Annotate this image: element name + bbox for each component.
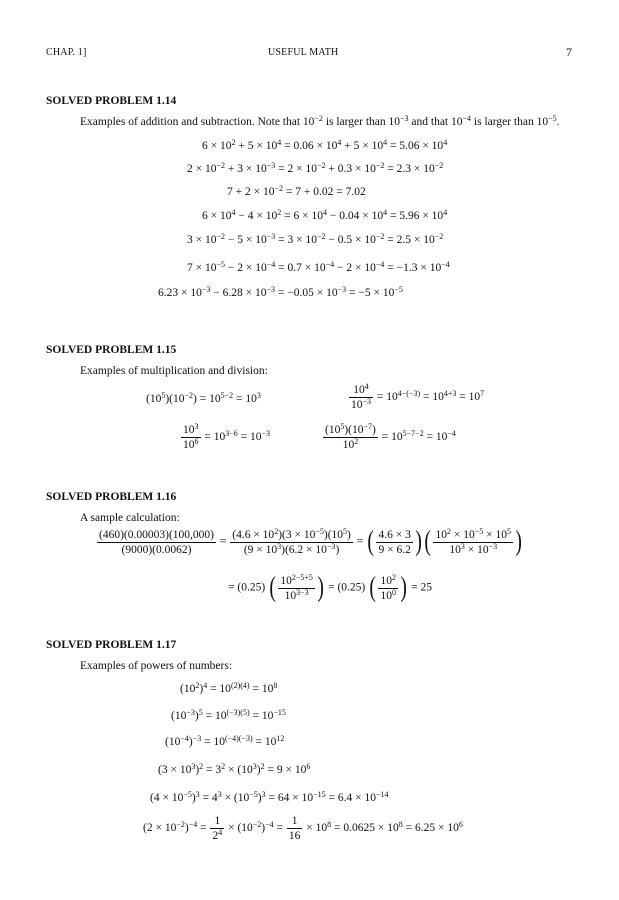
equation-1-15-c: $\frac{10^3}{10^6}$ = $10^{3-6} = 10^{-3}$ bbox=[183, 422, 271, 451]
equation-1-17-e: $(4 \times 10^{-5})^3 = 4^3 \times (10^{-5})^3 = 64 \times 10^{-15} = 6.4 \times 10^{-14}$ bbox=[150, 790, 389, 804]
problem-1-16-intro: A sample calculation: bbox=[80, 512, 180, 524]
equation-1-15-b: $\frac{10^4}{10^{-3}}$ = $10^{4-(-3)} = 10^{4+3} = 10^7$ bbox=[351, 382, 485, 411]
problem-1-15-intro: Examples of multiplication and division: bbox=[80, 365, 268, 377]
problem-1-17-title: SOLVED PROBLEM 1.17 bbox=[46, 639, 177, 651]
equation-1-16-b: = (0.25) ( $\frac{10^{2-5+5}}{10^{3-3}}$ ) = (0.25) ( $\frac{10^2}{10^0}$ ) = 25 bbox=[228, 572, 433, 603]
problem-1-14-intro: Examples of addition and subtraction. Note that $10^{-2}$ is larger than $10^{-3}$ and that $10^{-4}$ is larger than $10^{-5}$. bbox=[80, 114, 560, 128]
problem-1-15-title: SOLVED PROBLEM 1.15 bbox=[46, 344, 177, 356]
equation-1-17-d: $(3 \times 10^3)^2 = 3^2 \times (10^3)^2 = 9 \times 10^6$ bbox=[158, 762, 311, 776]
problem-1-14-title: SOLVED PROBLEM 1.14 bbox=[46, 95, 177, 107]
equation-1-14-d: $6 \times 10^4 - 4 \times 10^2 = 6 \times 10^4 - 0.04 \times 10^4 = 5.96 \times 10^4$ bbox=[202, 208, 448, 222]
equation-1-17-b: $(10^{-3})^5 = 10^{(-3)(5)} = 10^{-15}$ bbox=[171, 708, 286, 722]
page-number: 7 bbox=[566, 45, 573, 59]
running-head-chapter: CHAP. 1] bbox=[46, 47, 87, 58]
equation-1-15-d: $\frac{(10^5)(10^{-7})}{10^2}$ = $10^{5-7-2} = 10^{-4}$ bbox=[325, 422, 456, 451]
problem-1-17-intro: Examples of powers of numbers: bbox=[80, 660, 233, 672]
problem-1-16-title: SOLVED PROBLEM 1.16 bbox=[46, 491, 177, 503]
equation-1-14-e: $3 \times 10^{-2} - 5 \times 10^{-3} = 3 \times 10^{-2} - 0.5 \times 10^{-2} = 2.5 \times 10^{-2}$ bbox=[187, 232, 444, 246]
equation-1-15-a: $(10^5)(10^{-2}) = 10^{5-2} = 10^3$ bbox=[146, 391, 261, 405]
running-head-title: USEFUL MATH bbox=[268, 47, 339, 58]
equation-1-17-a: $(10^2)^4 = 10^{(2)(4)} = 10^8$ bbox=[180, 681, 278, 695]
equation-1-14-g: $6.23 \times 10^{-3} - 6.28 \times 10^{-3} = -0.05 \times 10^{-3} = -5 \times 10^{-5}$ bbox=[158, 285, 403, 299]
equation-1-14-b: $2 \times 10^{-2} + 3 \times 10^{-3} = 2 \times 10^{-2} + 0.3 \times 10^{-2} = 2.3 \times 10^{-2}$ bbox=[187, 161, 444, 175]
equation-1-14-a: $6 \times 10^2 + 5 \times 10^4 = 0.06 \times 10^4 + 5 \times 10^4 = 5.06 \times 10^4$ bbox=[202, 138, 448, 152]
equation-1-17-f: $(2 \times 10^{-2})^{-4}$ = $\frac{1}{2^4}$ × $(10^{-2})^{-4}$ = $\frac{1}{16}$ × $10^8 = 0.0625 \times 10^8 = 6.25 \times 10^6$ bbox=[143, 815, 463, 842]
equation-1-17-c: $(10^{-4})^{-3} = 10^{(-4)(-3)} = 10^{12}$ bbox=[165, 734, 285, 748]
equation-1-16-a: $\frac{(460)(0.00003)(100,000)}{(9000)(0.0062)}$ = $\frac{(4.6 \times 10^2)(3 \times 10^{-5})(10^5)}{(9 \times 10^3)(6.2 \times 10^{-3})}$ = ( $\frac{4.6 \times 3}{9 \times 6.2}$ )( $\frac{10^2 \times 10^{-5} \times 10^5}{10^3 \times 10^{-3}}$ ) bbox=[99, 526, 522, 557]
equation-1-14-f: $7 \times 10^{-5} - 2 \times 10^{-4} = 0.7 \times 10^{-4} - 2 \times 10^{-4} = -1.3 \times 10^{-4}$ bbox=[187, 260, 450, 274]
equation-1-14-c: $7 + 2 \times 10^{-2} = 7 + 0.02 = 7.02$ bbox=[227, 184, 366, 198]
